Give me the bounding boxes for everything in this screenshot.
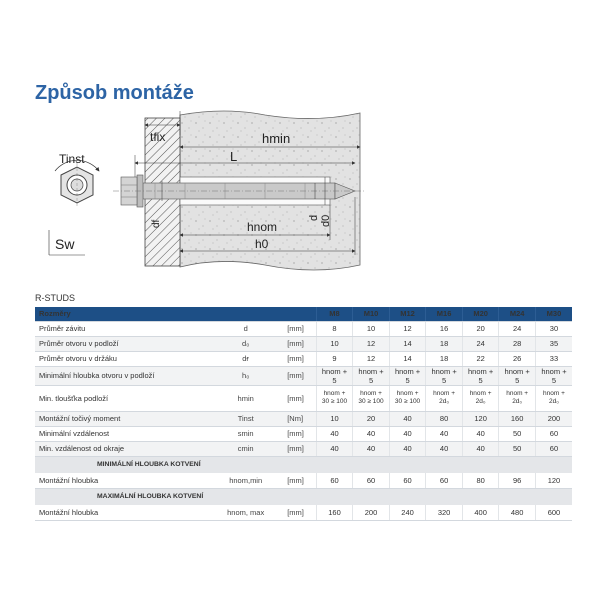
table-row bbox=[35, 336, 572, 351]
row-value: 24 bbox=[499, 321, 536, 336]
row-value: hnom + 5 bbox=[353, 366, 390, 385]
row-value: hnom + 5 bbox=[426, 366, 463, 385]
header-size: M16 bbox=[426, 307, 463, 321]
row-value: hnom + 2d₀ bbox=[462, 385, 499, 411]
row-value: 40 bbox=[389, 426, 426, 441]
row-value: hnom + 5 bbox=[535, 366, 572, 385]
row-symbol: smin bbox=[207, 426, 284, 441]
row-value: 320 bbox=[426, 505, 463, 520]
row-value: hnom + 30 ≥ 100 bbox=[353, 385, 390, 411]
sw-label: Sw bbox=[55, 236, 75, 252]
row-label: Minimální vzdálenost bbox=[35, 426, 207, 441]
row-value: 240 bbox=[389, 505, 426, 520]
row-value: hnom + 2d₀ bbox=[535, 385, 572, 411]
row-value: 10 bbox=[316, 336, 353, 351]
row-value: 60 bbox=[535, 426, 572, 441]
row-value: 200 bbox=[353, 505, 390, 520]
row-unit: [mm] bbox=[284, 321, 316, 336]
row-unit: [mm] bbox=[284, 385, 316, 411]
table-row bbox=[35, 366, 572, 385]
row-value: 120 bbox=[535, 473, 572, 488]
row-unit: [mm] bbox=[284, 473, 316, 488]
row-label: Montážní hloubka bbox=[35, 505, 207, 520]
row-value: 22 bbox=[462, 351, 499, 366]
row-value: hnom + 5 bbox=[316, 366, 353, 385]
row-symbol: hmin bbox=[207, 385, 284, 411]
row-value: hnom + 5 bbox=[389, 366, 426, 385]
header-size: M8 bbox=[316, 307, 353, 321]
section-header bbox=[35, 456, 572, 473]
header-size: M10 bbox=[353, 307, 390, 321]
row-symbol: hnom, max bbox=[207, 505, 284, 520]
table-row bbox=[35, 426, 572, 441]
row-unit: [mm] bbox=[284, 426, 316, 441]
row-value: 96 bbox=[499, 473, 536, 488]
row-value: 80 bbox=[426, 411, 463, 426]
row-value: 10 bbox=[353, 321, 390, 336]
row-symbol: cmin bbox=[207, 441, 284, 456]
row-unit: [mm] bbox=[284, 441, 316, 456]
row-value: 400 bbox=[462, 505, 499, 520]
nut-front-view bbox=[55, 160, 99, 207]
row-value: 60 bbox=[389, 473, 426, 488]
row-value: hnom + 30 ≥ 100 bbox=[389, 385, 426, 411]
table-row bbox=[35, 321, 572, 336]
row-unit: [mm] bbox=[284, 336, 316, 351]
h0-label: h0 bbox=[255, 237, 269, 251]
row-value: 30 bbox=[535, 321, 572, 336]
L-label: L bbox=[230, 149, 238, 164]
row-label: Minimální hloubka otvoru v podloží bbox=[35, 366, 207, 385]
row-value: hnom + 5 bbox=[462, 366, 499, 385]
row-symbol: h₀ bbox=[207, 366, 284, 385]
row-value: 12 bbox=[353, 351, 390, 366]
row-symbol: d bbox=[207, 321, 284, 336]
row-unit: [Nm] bbox=[284, 411, 316, 426]
row-label: Průměr otvoru v podloží bbox=[35, 336, 207, 351]
tinst-label: Tinst bbox=[59, 152, 85, 166]
table-row bbox=[35, 351, 572, 366]
row-value: 28 bbox=[499, 336, 536, 351]
row-symbol: hnom,min bbox=[207, 473, 284, 488]
row-value: 160 bbox=[499, 411, 536, 426]
row-value: 14 bbox=[389, 336, 426, 351]
row-value: 50 bbox=[499, 441, 536, 456]
row-value: 16 bbox=[426, 321, 463, 336]
row-value: 9 bbox=[316, 351, 353, 366]
row-value: hnom + 5 bbox=[499, 366, 536, 385]
page-title: Způsob montáže bbox=[35, 82, 194, 104]
row-value: 14 bbox=[389, 351, 426, 366]
row-value: hnom + 2d₀ bbox=[426, 385, 463, 411]
row-symbol: d₀ bbox=[207, 336, 284, 351]
row-value: 480 bbox=[499, 505, 536, 520]
row-value: hnom + 2d₀ bbox=[499, 385, 536, 411]
row-value: 12 bbox=[389, 321, 426, 336]
row-label: Min. tloušťka podloží bbox=[35, 385, 207, 411]
header-label: Rozměry bbox=[35, 307, 207, 321]
row-value: 24 bbox=[462, 336, 499, 351]
hmin-label: hmin bbox=[262, 131, 291, 146]
header-size: M20 bbox=[462, 307, 499, 321]
row-value: 200 bbox=[535, 411, 572, 426]
row-value: 33 bbox=[535, 351, 572, 366]
row-value: 40 bbox=[426, 426, 463, 441]
row-value: 40 bbox=[462, 426, 499, 441]
row-value: 160 bbox=[316, 505, 353, 520]
dimensions-table bbox=[35, 307, 572, 521]
row-symbol: Tinst bbox=[207, 411, 284, 426]
row-value: 20 bbox=[353, 411, 390, 426]
row-value: 60 bbox=[426, 473, 463, 488]
row-value: 40 bbox=[316, 441, 353, 456]
d0-label: d0 bbox=[320, 214, 332, 227]
row-value: 12 bbox=[353, 336, 390, 351]
row-value: 18 bbox=[426, 351, 463, 366]
row-unit: [mm] bbox=[284, 366, 316, 385]
table-header-row bbox=[35, 307, 572, 321]
row-value: 40 bbox=[389, 441, 426, 456]
row-value: 60 bbox=[316, 473, 353, 488]
table-row bbox=[35, 505, 572, 520]
tfix-label: tfix bbox=[150, 130, 166, 144]
section-header bbox=[35, 488, 572, 505]
row-label: Montážní točivý moment bbox=[35, 411, 207, 426]
row-value: 40 bbox=[353, 426, 390, 441]
row-value: 8 bbox=[316, 321, 353, 336]
header-size: M24 bbox=[499, 307, 536, 321]
row-value: 40 bbox=[426, 441, 463, 456]
installation-diagram bbox=[25, 105, 390, 285]
row-value: 40 bbox=[316, 426, 353, 441]
table-row bbox=[35, 473, 572, 488]
row-value: 40 bbox=[353, 441, 390, 456]
row-value: 18 bbox=[426, 336, 463, 351]
row-value: 50 bbox=[499, 426, 536, 441]
row-value: 35 bbox=[535, 336, 572, 351]
table-row bbox=[35, 441, 572, 456]
row-value: 80 bbox=[462, 473, 499, 488]
table-row bbox=[35, 411, 572, 426]
section-title: MAXIMÁLNÍ HLOUBKA KOTVENÍ bbox=[35, 488, 572, 505]
row-label: Montážní hloubka bbox=[35, 473, 207, 488]
d-label: d bbox=[308, 214, 320, 221]
header-size: M12 bbox=[389, 307, 426, 321]
df-label: df bbox=[151, 219, 162, 228]
row-label: Průměr závitu bbox=[35, 321, 207, 336]
row-unit: [mm] bbox=[284, 505, 316, 520]
row-value: hnom + 30 ≥ 100 bbox=[316, 385, 353, 411]
row-value: 600 bbox=[535, 505, 572, 520]
row-value: 26 bbox=[499, 351, 536, 366]
row-value: 40 bbox=[462, 441, 499, 456]
row-value: 40 bbox=[389, 411, 426, 426]
row-label: Průměr otvoru v držáku bbox=[35, 351, 207, 366]
row-label: Min. vzdálenost od okraje bbox=[35, 441, 207, 456]
hnom-label: hnom bbox=[247, 220, 278, 234]
table-row bbox=[35, 385, 572, 411]
row-value: 20 bbox=[462, 321, 499, 336]
row-value: 120 bbox=[462, 411, 499, 426]
row-value: 10 bbox=[316, 411, 353, 426]
section-title: MINIMÁLNÍ HLOUBKA KOTVENÍ bbox=[35, 456, 572, 473]
header-size: M30 bbox=[535, 307, 572, 321]
row-symbol: dғ bbox=[207, 351, 284, 366]
row-value: 60 bbox=[535, 441, 572, 456]
table-subtitle: R-STUDS bbox=[35, 293, 75, 303]
row-unit: [mm] bbox=[284, 351, 316, 366]
row-value: 60 bbox=[353, 473, 390, 488]
